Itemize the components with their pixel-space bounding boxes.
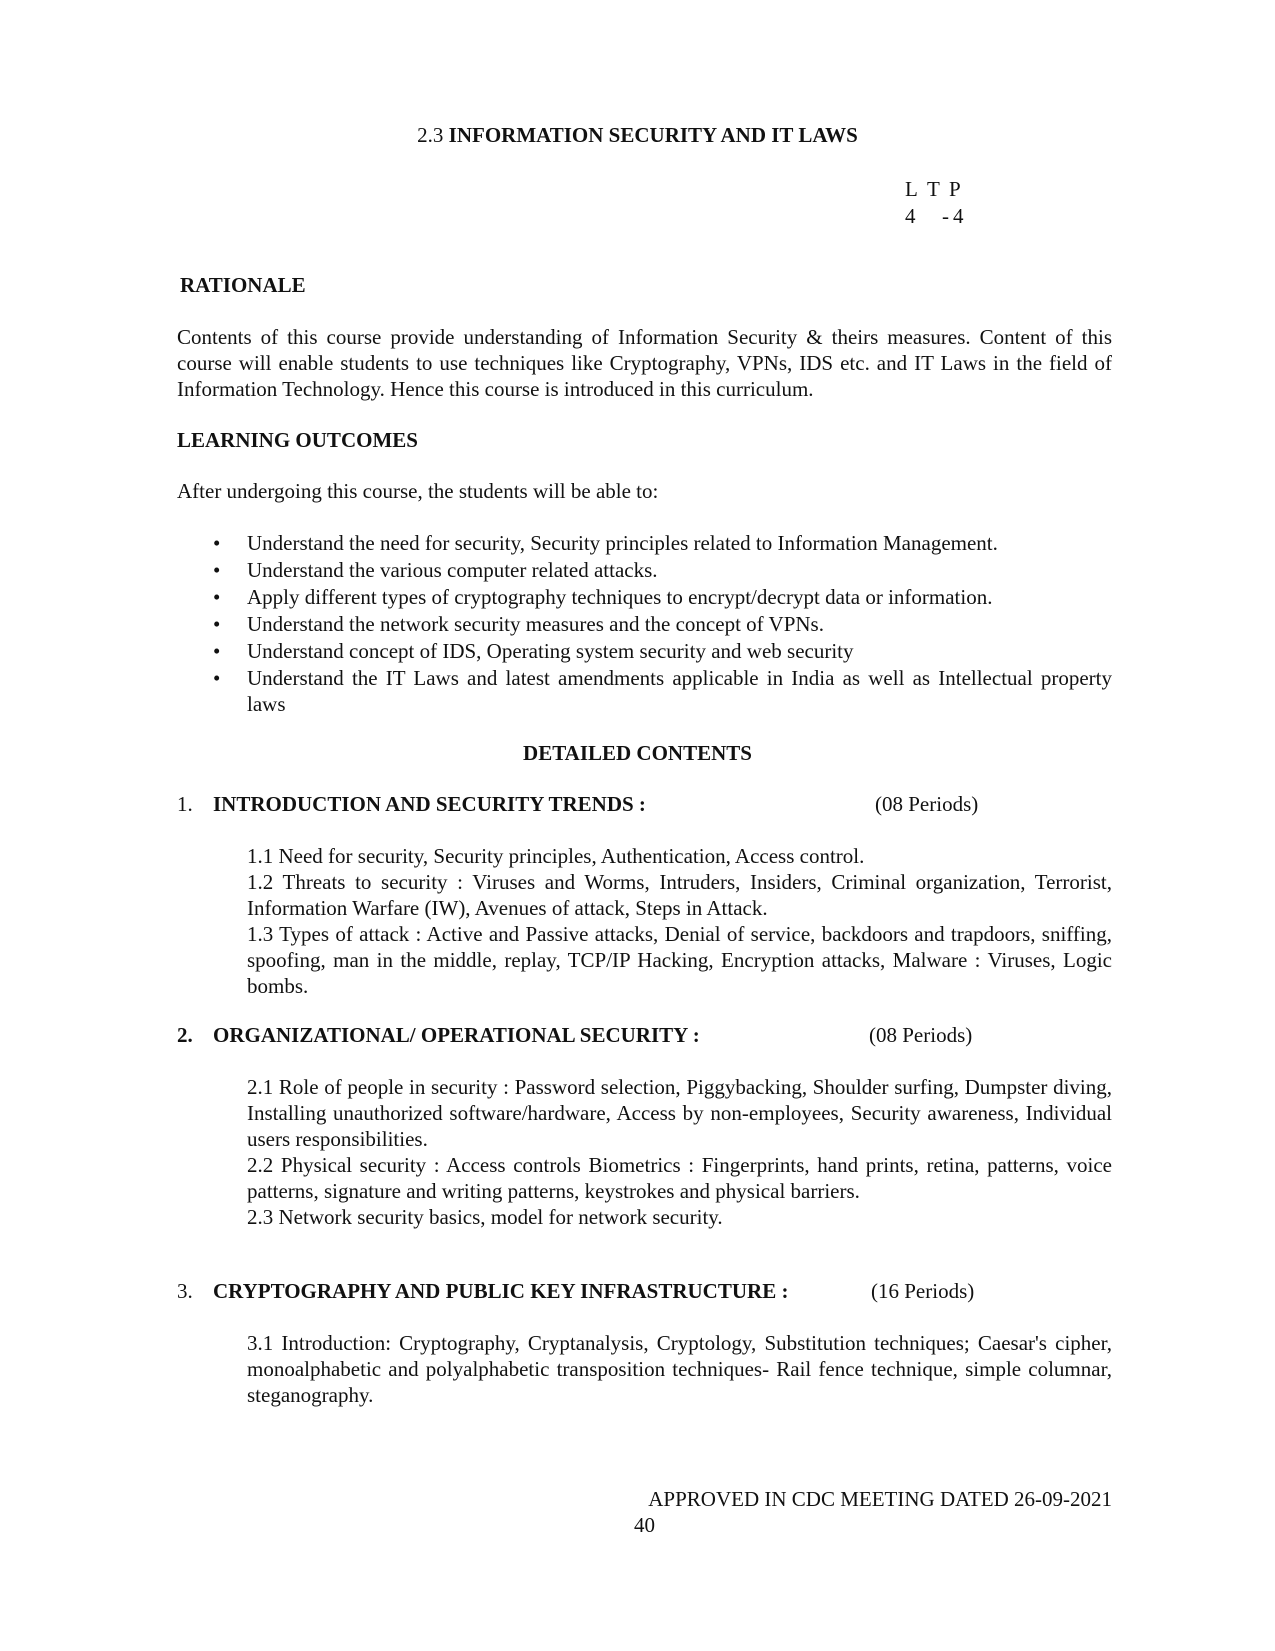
list-item: • Understand the various computer related attacks. [177,557,1112,583]
section-title: CRYPTOGRAPHY AND PUBLIC KEY INFRASTRUCTURE : [213,1279,789,1303]
list-item: • Understand the network security measures and the concept of VPNs. [177,611,1112,637]
course-title [0,122,1275,148]
ltp-value-l: 4 [905,204,916,228]
section-periods: (16 Periods) [871,1279,975,1303]
topic-item: 2.1 Role of people in security : Password selection, Piggybacking, Shoulder surfing, Dumpster diving, Installing unauthorized software/hardware, Access by non-employees, Security awareness, Individual users responsibilities. [247,1075,1112,1151]
learning-outcomes-heading: LEARNING OUTCOMES [177,428,418,452]
section-2-header [177,1022,1112,1048]
section-1-header [177,791,1112,817]
section-periods: (08 Periods) [875,792,979,816]
section-title: INTRODUCTION AND SECURITY TRENDS : [213,792,646,816]
learning-outcomes-list [177,530,1112,717]
detailed-contents-heading: DETAILED CONTENTS [523,741,752,765]
list-item: • Understand concept of IDS, Operating system security and web security [177,638,1112,664]
list-item: • Apply different types of cryptography techniques to encrypt/decrypt data or information. [177,584,1112,610]
page-number: 40 [634,1513,655,1537]
ltp-headers [905,176,985,203]
course-name: INFORMATION SECURITY AND IT LAWS [448,123,858,147]
section-title: ORGANIZATIONAL/ OPERATIONAL SECURITY : [213,1023,700,1047]
ltp-values [905,203,985,230]
topic-item: 2.3 Network security basics, model for network security. [247,1205,723,1229]
approval-note: APPROVED IN CDC MEETING DATED 26-09-2021 [648,1487,1112,1511]
learning-outcomes-intro: After undergoing this course, the students will be able to: [177,479,659,503]
rationale-heading: RATIONALE [180,273,306,297]
section-3-header [177,1278,1112,1304]
section-periods: (08 Periods) [869,1023,973,1047]
topic-item: 2.2 Physical security : Access controls Biometrics : Fingerprints, hand prints, retina, patterns, voice patterns, signature and writing patterns, keystrokes and physical barriers. [247,1153,1112,1203]
section-number: 1. [177,792,193,816]
list-item: • Understand the IT Laws and latest amendments applicable in India as well as Intellectual property laws [177,665,1112,717]
topic-item: 1.1 Need for security, Security principles, Authentication, Access control. [247,844,865,868]
topic-item: 3.1 Introduction: Cryptography, Cryptanalysis, Cryptology, Substitution techniques; Caesar's cipher, monoalphabetic and polyalphabetic transposition techniques- Rail fence technique, simple columnar, steganography. [247,1331,1112,1407]
ltp-value-t: - [942,204,949,228]
ltp-header-p: P [949,177,961,201]
course-number: 2.3 [417,123,444,147]
ltp-block [905,176,985,230]
rationale-text: Contents of this course provide understanding of Information Security & theirs measures. Content of this course will enable students to use techniques like Cryptography, VPNs, IDS etc. and IT Laws in the field of Information Technology. Hence this course is introduced in this curriculum. [177,325,1112,401]
topic-item: 1.3 Types of attack : Active and Passive attacks, Denial of service, backdoors and trapdoors, sniffing, spoofing, man in the middle, replay, TCP/IP Hacking, Encryption attacks, Malware : Viruses, Logic bombs. [247,922,1112,998]
section-2-topics [247,1074,1112,1230]
section-3-topics [247,1330,1112,1408]
ltp-value-p: 4 [953,204,964,228]
section-number: 2. [177,1023,193,1047]
topic-item: 1.2 Threats to security : Viruses and Worms, Intruders, Insiders, Criminal organization, Terrorist, Information Warfare (IW), Avenues of attack, Steps in Attack. [247,870,1112,920]
ltp-header-l: L [905,177,918,201]
list-item: • Understand the need for security, Security principles related to Information Management. [177,530,1112,556]
ltp-header-t: T [927,177,940,201]
section-1-topics [247,843,1112,999]
section-number: 3. [177,1279,193,1303]
